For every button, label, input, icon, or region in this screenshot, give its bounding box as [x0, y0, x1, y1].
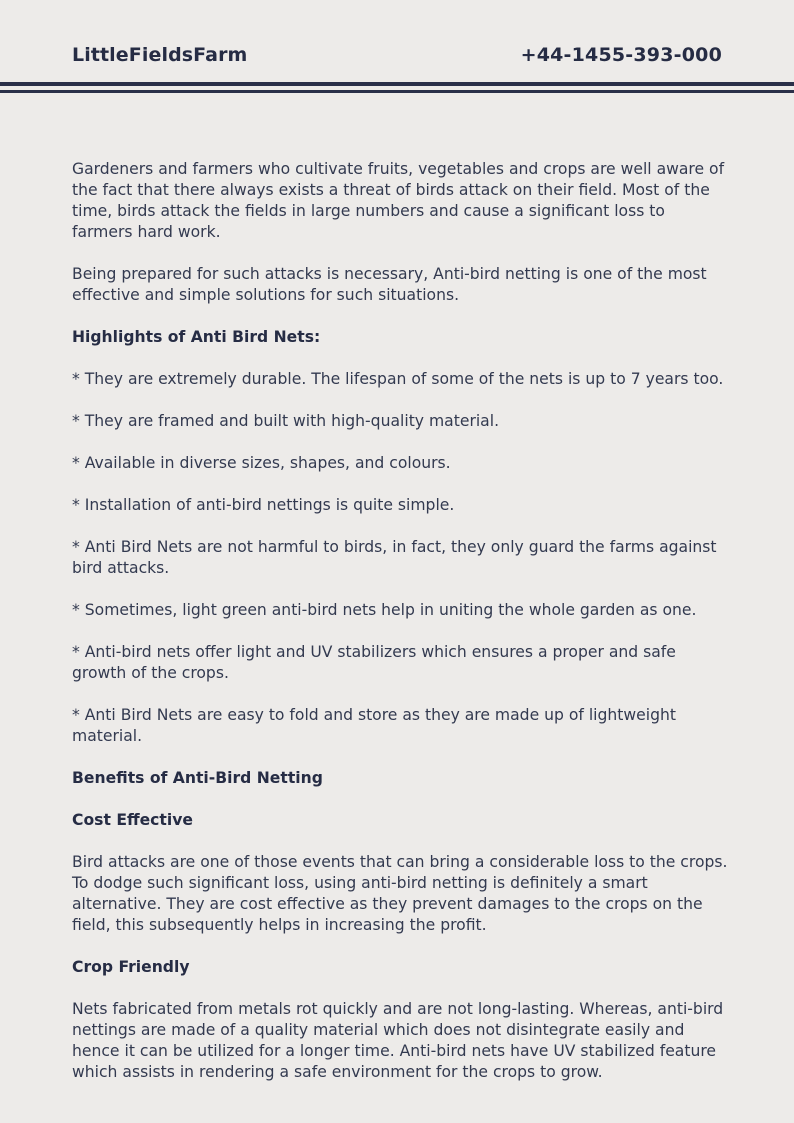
cost-effective-heading: Cost Effective	[72, 811, 193, 829]
highlights-heading: Highlights of Anti Bird Nets:	[72, 328, 321, 346]
highlight-item: * They are framed and built with high-quality material.	[72, 412, 500, 430]
header-divider-thick	[0, 82, 794, 86]
highlight-item: * Anti Bird Nets are not harmful to birds, in fact, they only guard the farms against bird attacks.	[72, 538, 717, 577]
highlight-item: * They are extremely durable. The lifespan of some of the nets is up to 7 years too.	[72, 370, 724, 388]
highlight-item: * Sometimes, light green anti-bird nets help in uniting the whole garden as one.	[72, 601, 697, 619]
header-divider-thin	[0, 90, 794, 93]
cost-effective-paragraph: Bird attacks are one of those events that can bring a considerable loss to the crops. To dodge such significant loss, using anti-bird netting is definitely a smart alternative. They are cost effective as they prevent damages to the crops on the field, this subsequently helps in increasing the profit.	[72, 853, 728, 934]
document-body	[72, 159, 728, 1104]
phone-number: +44-1455-393-000	[520, 44, 722, 66]
highlight-item: * Anti Bird Nets are easy to fold and store as they are made up of lightweight material.	[72, 706, 676, 745]
highlight-item: * Anti-bird nets offer light and UV stabilizers which ensures a proper and safe growth of the crops.	[72, 643, 676, 682]
crop-friendly-heading: Crop Friendly	[72, 958, 190, 976]
brand-name: LittleFieldsFarm	[72, 44, 248, 66]
highlight-item: * Available in diverse sizes, shapes, and colours.	[72, 454, 451, 472]
benefits-heading: Benefits of Anti-Bird Netting	[72, 769, 323, 787]
intro-paragraph-1: Gardeners and farmers who cultivate fruits, vegetables and crops are well aware of the fact that there always exists a threat of birds attack on their field. Most of the time, birds attack the fields in large numbers and cause a significant loss to farmers hard work.	[72, 160, 725, 241]
intro-paragraph-2: Being prepared for such attacks is necessary, Anti-bird netting is one of the most effective and simple solutions for such situations.	[72, 265, 707, 304]
crop-friendly-paragraph: Nets fabricated from metals rot quickly and are not long-lasting. Whereas, anti-bird nettings are made of a quality material which does not disintegrate easily and hence it can be utilized for a longer time. Anti-bird nets have UV stabilized feature which assists in rendering a safe environment for the crops to grow.	[72, 1000, 724, 1081]
page-header	[0, 0, 794, 100]
highlight-item: * Installation of anti-bird nettings is quite simple.	[72, 496, 455, 514]
